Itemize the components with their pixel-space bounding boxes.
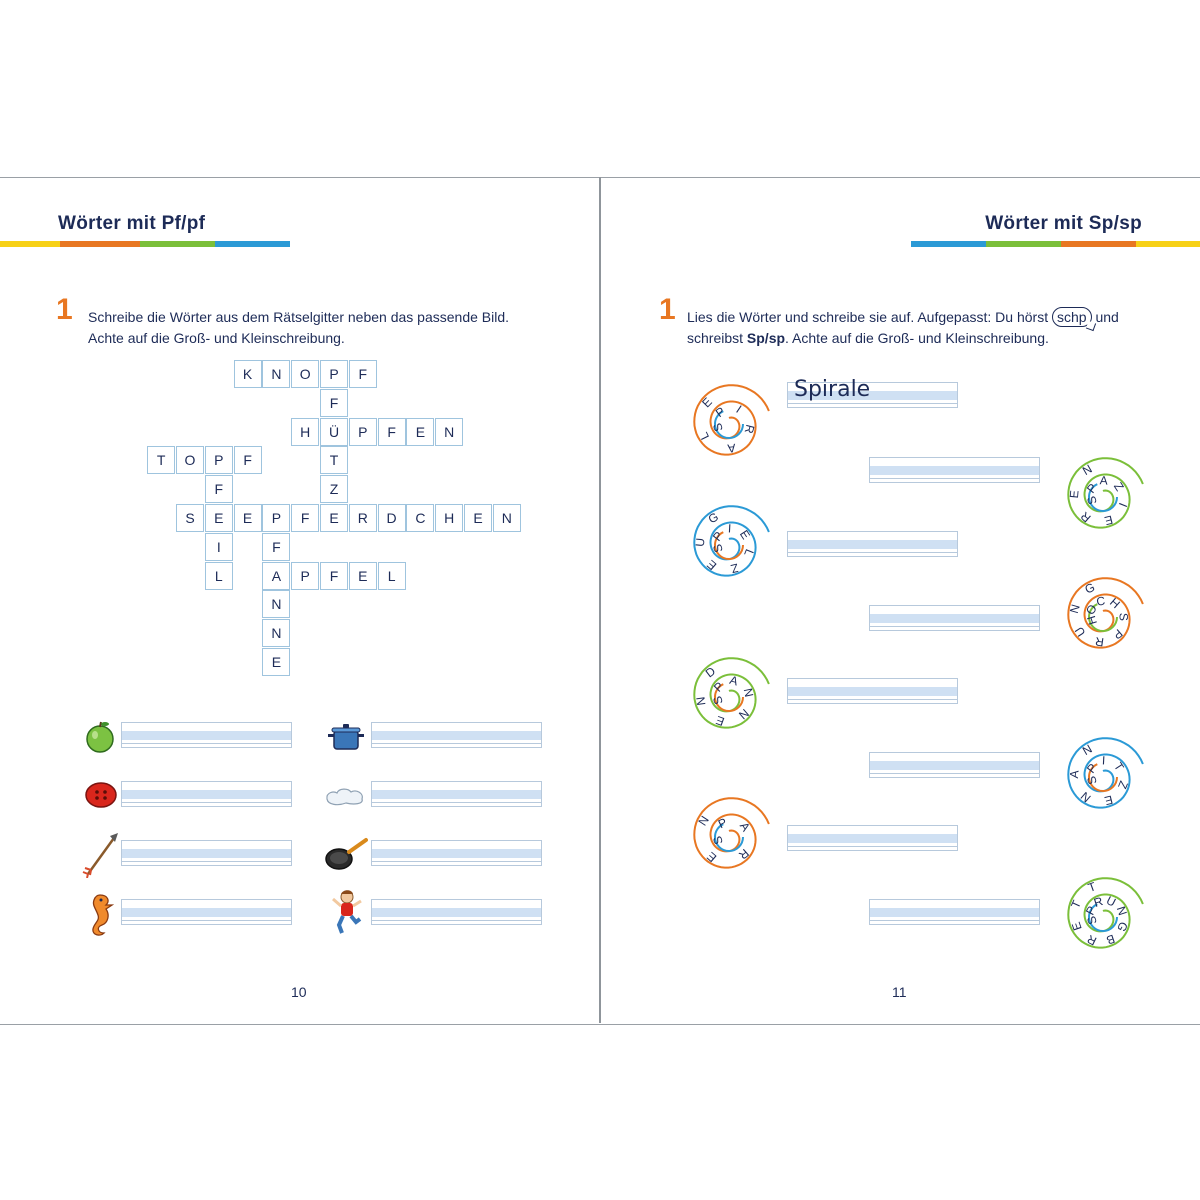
spiral-letter: E	[736, 527, 753, 542]
left-page	[0, 177, 599, 1023]
spiral-letter: N	[1113, 904, 1130, 918]
answer-line-pan[interactable]	[371, 840, 542, 866]
crossword-cell: A	[262, 562, 290, 590]
spiral-letter: N	[1080, 461, 1095, 479]
spiral-letter: N	[1077, 788, 1094, 806]
crossword-cell: D	[378, 504, 406, 532]
crossword-cell: L	[378, 562, 406, 590]
spiral-letter: R	[741, 423, 758, 436]
crossword-cell: O	[176, 446, 204, 474]
answer-line-spiral-3[interactable]	[787, 531, 958, 557]
spiral-letter: S	[710, 834, 726, 847]
spiral-letter: E	[713, 712, 727, 729]
spiral-letter: P	[712, 404, 728, 421]
spiral-word-1	[681, 376, 777, 472]
crossword-cell: P	[205, 446, 233, 474]
page-number-right: 11	[892, 984, 907, 1000]
crossword-cell: F	[320, 562, 348, 590]
spiral-letter: H	[1107, 595, 1123, 612]
crossword-cell: N	[262, 360, 290, 388]
crossword-cell: F	[291, 504, 319, 532]
answer-line-puddle[interactable]	[371, 781, 542, 807]
answer-line-spiral-4[interactable]	[869, 605, 1040, 631]
pan-icon	[324, 837, 368, 873]
spiral-letter: R	[1084, 931, 1099, 949]
spiral-letter: H	[1084, 614, 1100, 627]
spiral-letter: E	[1066, 489, 1082, 499]
spiral-letter: T	[1086, 879, 1098, 895]
spiral-letter: E	[1068, 920, 1085, 933]
crossword-cell: H	[291, 418, 319, 446]
spiral-letter: P	[1082, 903, 1100, 918]
seahorse-icon	[86, 891, 114, 937]
arrow-icon	[82, 832, 120, 878]
spiral-letter: R	[1094, 634, 1105, 650]
color-stripe-right	[911, 241, 1200, 247]
spiral-letter: P	[1084, 480, 1100, 496]
spiral-letter: E	[1103, 512, 1115, 528]
spiral-letter: G	[1082, 579, 1097, 597]
spiral-letter: I	[733, 402, 745, 416]
spiral-letter: N	[1080, 741, 1095, 759]
button-icon	[84, 781, 118, 809]
puddle-icon	[324, 785, 366, 807]
crossword-cell: P	[291, 562, 319, 590]
crossword-cell: R	[349, 504, 377, 532]
crossword-cell: F	[262, 533, 290, 561]
crossword-cell: F	[349, 360, 377, 388]
task-number-right: 1	[659, 293, 676, 326]
page-title-left: Wörter mit Pf/pf	[58, 213, 206, 234]
answer-line-seahorse[interactable]	[121, 899, 292, 925]
crossword-cell: Ü	[320, 418, 348, 446]
spiral-word-5	[681, 649, 777, 745]
spiral-letter: Z	[729, 560, 740, 576]
spiral-letter: E	[1103, 792, 1115, 808]
spiral-letter: I	[1101, 753, 1106, 768]
spiral-letter: G	[705, 509, 721, 527]
spiral-word-6	[1055, 729, 1151, 825]
spiral-letter: S	[710, 542, 726, 555]
answer-line-child[interactable]	[371, 899, 542, 925]
hopping-child-icon	[330, 889, 364, 937]
spiral-letter: P	[716, 815, 730, 832]
spiral-letter: L	[741, 547, 757, 559]
instruction-left	[88, 307, 558, 349]
answer-line-spiral-2[interactable]	[869, 457, 1040, 483]
page-title-right: Wörter mit Sp/sp	[985, 213, 1142, 234]
crossword-cell: K	[234, 360, 262, 388]
right-page	[601, 177, 1200, 1023]
crossword-cell: P	[320, 360, 348, 388]
answer-line-spiral-6[interactable]	[869, 752, 1040, 778]
crossword-cell: F	[205, 475, 233, 503]
color-stripe-left	[0, 241, 290, 247]
spiral-letter: R	[736, 845, 752, 863]
spiral-letter: A	[736, 819, 753, 834]
spiral-letter: S	[1084, 494, 1100, 507]
spiral-letter: E	[704, 557, 720, 573]
answer-line-apple[interactable]	[121, 722, 292, 748]
crossword-cell: H	[435, 504, 463, 532]
spiral-letter: A	[1066, 769, 1082, 779]
spiral-letter: S	[1084, 914, 1100, 927]
crossword-cell: N	[435, 418, 463, 446]
crossword-cell: E	[234, 504, 262, 532]
crossword-cell: S	[176, 504, 204, 532]
instruction-line-1: Schreibe die Wörter aus dem Rätselgitter neben das passende Bild.	[88, 309, 510, 325]
spiral-letter: U	[1104, 893, 1119, 910]
spiral-letter: A	[726, 440, 737, 456]
spiral-letter: P	[1110, 626, 1126, 643]
spiral-letter: S	[710, 694, 726, 707]
spiral-letter: T	[1111, 759, 1127, 774]
spiral-letter: S	[1084, 774, 1100, 787]
spiral-letter: D	[702, 664, 719, 681]
pot-icon	[328, 722, 364, 752]
crossword-cell: E	[262, 648, 290, 676]
spiral-letter: A	[728, 672, 740, 689]
crossword-cell: P	[262, 504, 290, 532]
answer-line-button[interactable]	[121, 781, 292, 807]
spiral-word-4	[1055, 569, 1151, 665]
spiral-letter: E	[704, 849, 720, 865]
answer-line-spiral-8[interactable]	[869, 899, 1040, 925]
spiral-letter: S	[1116, 612, 1131, 621]
spiral-letter: N	[1066, 602, 1083, 615]
crossword-cell: C	[406, 504, 434, 532]
spiral-word-7	[681, 789, 777, 885]
instruction-line-1: Lies die Wörter und schreibe sie auf. Aufgepasst: Du hörst schp und	[687, 309, 1119, 325]
spiral-letter: P	[1084, 760, 1100, 776]
apple-icon	[84, 720, 116, 754]
page-number-left: 10	[291, 984, 307, 1000]
crossword-cell: L	[205, 562, 233, 590]
answer-line-spiral-1[interactable]	[787, 377, 958, 408]
crossword-cell: P	[349, 418, 377, 446]
answer-line-arrow[interactable]	[121, 840, 292, 866]
crossword-cell: F	[378, 418, 406, 446]
spiral-letter: Z	[1111, 479, 1127, 494]
crossword-cell: N	[493, 504, 521, 532]
spiral-letter: R	[1077, 508, 1094, 526]
answer-line-spiral-7[interactable]	[787, 825, 958, 851]
crossword-cell: I	[205, 533, 233, 561]
spiral-letter: R	[1092, 894, 1105, 911]
spiral-curve	[694, 798, 769, 867]
spiral-letter: N	[740, 687, 757, 699]
task-number-left: 1	[56, 293, 73, 326]
instruction-line-2: schreibst Sp/sp. Achte auf die Groß- und Kleinschreibung.	[687, 330, 1049, 346]
spiral-word-2	[1055, 449, 1151, 545]
instruction-line-2: Achte auf die Groß- und Kleinschreibung.	[88, 330, 345, 346]
spiral-letter: N	[736, 705, 752, 723]
spiral-letter: E	[699, 394, 715, 411]
crossword-cell: E	[320, 504, 348, 532]
spiral-letter: Z	[1115, 778, 1131, 791]
spiral-letter: G	[1114, 919, 1131, 935]
spiral-letter: P	[711, 679, 727, 695]
crossword-cell: T	[320, 446, 348, 474]
crossword-cell: E	[349, 562, 377, 590]
spiral-letter: L	[696, 429, 713, 443]
crossword-cell: F	[320, 389, 348, 417]
answer-line-pot[interactable]	[371, 722, 542, 748]
crossword-cell: F	[234, 446, 262, 474]
crossword-cell: E	[406, 418, 434, 446]
spiral-letter: N	[695, 813, 712, 829]
spiral-letter: T	[1068, 898, 1084, 911]
speech-bubble: schp	[1052, 307, 1092, 327]
spiral-word-8	[1055, 869, 1151, 965]
crossword-cell: N	[262, 619, 290, 647]
spiral-letter: I	[727, 521, 732, 536]
crossword-cell: N	[262, 590, 290, 618]
spiral-letter: S	[710, 421, 726, 434]
spiral-letter: U	[692, 537, 708, 548]
spiral-letter: B	[1104, 931, 1117, 948]
crossword-cell: E	[464, 504, 492, 532]
spiral-letter: N	[693, 695, 709, 707]
spiral-letter: C	[1095, 593, 1106, 609]
spiral-letter: I	[1115, 500, 1131, 510]
spiral-letter: A	[1099, 473, 1109, 488]
spiral-letter: U	[1071, 624, 1089, 640]
answer-line-spiral-5[interactable]	[787, 678, 958, 704]
crossword-cell: O	[291, 360, 319, 388]
crossword-cell: T	[147, 446, 175, 474]
spiral-letter: O	[1082, 601, 1100, 618]
crossword-cell: Z	[320, 475, 348, 503]
instruction-right	[687, 307, 1157, 349]
crossword-cell: E	[205, 504, 233, 532]
example-answer: Spirale	[794, 377, 871, 402]
spiral-letter: P	[710, 528, 726, 544]
spiral-word-3	[681, 497, 777, 593]
